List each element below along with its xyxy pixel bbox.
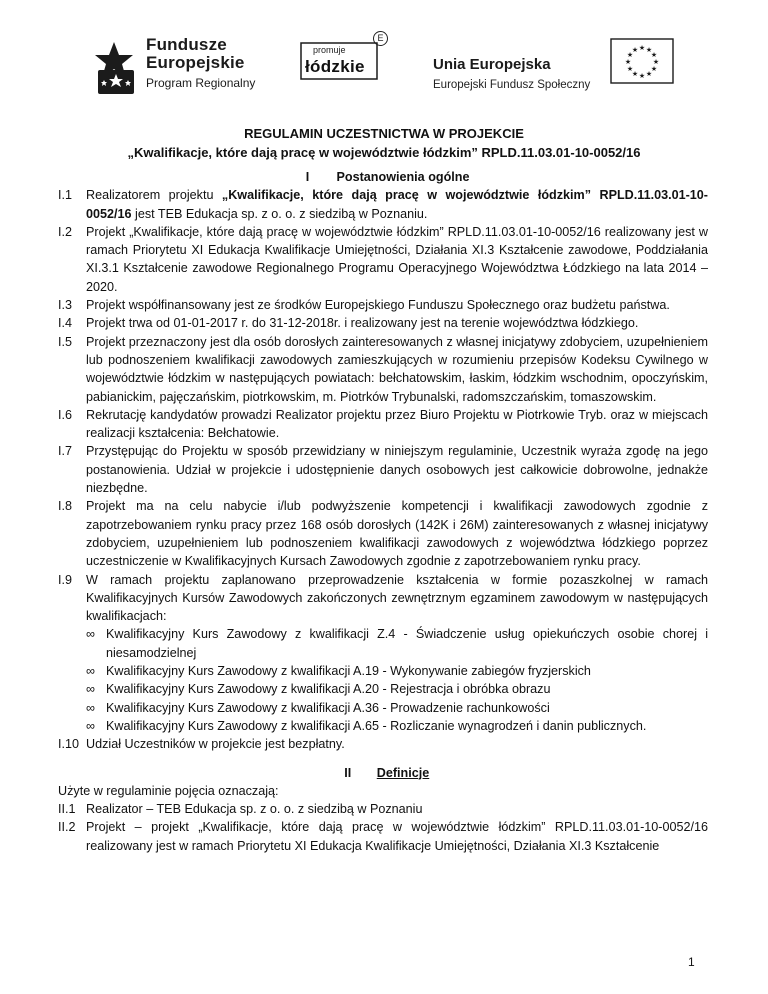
bullet-item [86, 717, 708, 735]
fe-line3: Program Regionalny [146, 76, 256, 90]
item-text: Projekt „Kwalifikacje, które dają pracę w województwie łódzkim” RPLD.11.03.01-10-0052/16 realizowany jest w ramach Priorytetu XI Edukacja Kwalifikacje Umiejętności, Działania XI.3 Kształcenie zawodowe, Poddziałania XI.3.1 Kształcenie zawodowe Regionalnego Programu Operacyjnego Województwa Łódzkiego na lata 2014 – 2020. [86, 224, 708, 294]
svg-text:★: ★ [650, 51, 658, 59]
item-text-pre: Realizatorem projektu [86, 188, 222, 203]
item-number: I.9 [58, 572, 73, 587]
bullet-text: Kwalifikacyjny Kurs Zawodowy z kwalifikacji A.19 - Wykonywanie zabiegów fryzjerskich [106, 664, 591, 679]
item-number: I.7 [58, 444, 73, 459]
svg-text:★: ★ [638, 72, 646, 80]
svg-text:★: ★ [652, 58, 660, 66]
svg-text:★: ★ [645, 46, 653, 54]
item-text: Przystępując do Projektu w sposób przewidziany w niniejszym regulaminie, Uczestnik wyraża zgodę na jego postanowienia. Udział w projekcie i udostępnienie danych osobowych jest całkowicie dobrowolne, jednakże niezbędne. [86, 444, 708, 496]
ue-line1: Unia Europejska [433, 56, 551, 73]
bullet-text: Kwalifikacyjny Kurs Zawodowy z kwalifikacji A.36 - Prowadzenie rachunkowości [106, 700, 550, 715]
section2-intro: Użyte w regulaminie pojęcia oznaczają: [58, 783, 279, 798]
item-text: Projekt współfinansowany jest ze środków Europejskiego Funduszu Społecznego oraz budżetu państwa. [86, 298, 670, 313]
bullet-icon: ∞ [86, 664, 95, 679]
item-text: Projekt – projekt „Kwalifikacje, które dają pracę w województwie łódzkim” RPLD.11.03.01-10-0052/16 realizowany jest w ramach Priorytetu XI Edukacja Kwalifikacje Umiejętności, Działania XI.3 Kształcenie [86, 820, 708, 853]
svg-text:★: ★ [638, 44, 646, 52]
promuje-lodzkie-logo [300, 33, 384, 82]
fe-line1: Fundusze [146, 35, 227, 54]
svg-text:★: ★ [624, 58, 632, 66]
item-text: Rekrutację kandydatów prowadzi Realizator projektu przez Biuro Projektu w Piotrkowie Tryb. oraz w miejscach realizacji kształcenia: Bełchatowie. [86, 407, 708, 441]
item-number: I.1 [58, 188, 73, 203]
bullet-item [86, 699, 708, 717]
item-text-bold: „Kwalifikacje, które dają pracę w województwie łódzkim” RPLD.11.03.01-10-0052/16 [86, 188, 708, 221]
fe-line2: Europejskie [146, 53, 245, 72]
section2-number: II [344, 765, 352, 780]
item-number: I.5 [58, 334, 73, 349]
section1-heading [58, 168, 708, 186]
list-item [58, 406, 708, 443]
list-item [58, 223, 708, 296]
section2-heading [58, 764, 708, 782]
svg-text:★: ★ [626, 65, 634, 73]
document-title [0, 124, 768, 162]
list-item [58, 735, 708, 753]
list-item [58, 314, 708, 332]
bullet-icon: ∞ [86, 718, 95, 733]
item-text: Projekt przeznaczony jest dla osób dorosłych zainteresowanych z własnej inicjatywy zdobyciem, uzupełnieniem lub podnoszeniem kwalifikacji zawodowych zamieszkujących w rozumieniu przepisów Kodeksu Cywilnego w województwie łódzkim w następujących powiatach: bełchatowskim, łaskim, łódzkim wschodnim, opoczyńskim, pabianickim, pajęczańskim, piotrkowskim, m. Piotrków Trybunalski, radomszczańskim, tomaszowskim. [86, 334, 708, 404]
svg-text:★: ★ [645, 70, 653, 78]
document-body [58, 168, 708, 855]
item-text: Projekt ma na celu nabycie i/lub podwyższenie kompetencji i kwalifikacji zawodowych zgodnie z zapotrzebowaniem rynku pracy przez 168 osób dorosłych (142K i 26M) zainteresowanych z własnej inicjatywy zdobyciem, uzupełnieniem lub podnoszeniem kwalifikacji zawodowych z województwa łódzkiego poprzez uczestniczenie w Kwalifikacyjnych Kursach Zawodowych zgodnie z zapotrzebowaniem rynku pracy. [86, 499, 708, 569]
fe-star-icon [92, 40, 140, 96]
item-text: Realizator – TEB Edukacja sp. z o. o. z siedzibą w Poznaniu [86, 802, 423, 817]
ue-line2: Europejski Fundusz Społeczny [433, 79, 591, 91]
list-item [58, 818, 708, 855]
svg-text:★: ★ [650, 65, 658, 73]
svg-text:★: ★ [626, 51, 634, 59]
title-line1: REGULAMIN UCZESTNICTWA W PROJEKCIE [244, 126, 524, 141]
item-text-post: jest TEB Edukacja sp. z o. o. z siedzibą w Poznaniu. [131, 206, 428, 221]
lodzkie-top: promuje [313, 45, 346, 55]
list-item [58, 333, 708, 406]
item-number: II.1 [58, 802, 76, 817]
list-item [58, 800, 708, 818]
item-text: Udział Uczestników w projekcie jest bezpłatny. [86, 737, 345, 752]
unia-europejska-logo [433, 56, 590, 91]
item-number: I.8 [58, 499, 73, 514]
lodzkie-main: łódzkie [305, 57, 365, 76]
item-number: I.6 [58, 407, 73, 422]
item-number: II.2 [58, 820, 76, 835]
item-text [86, 186, 708, 223]
list-item [58, 497, 708, 570]
eu-flag-icon [610, 38, 674, 84]
bullet-icon: ∞ [86, 627, 95, 642]
list-item [58, 296, 708, 314]
bullet-text: Kwalifikacyjny Kurs Zawodowy z kwalifikacji Z.4 - Świadczenie usług opiekuńczych osobie chorej i niesamodzielnej [106, 627, 708, 660]
page-number: 1 [688, 955, 695, 969]
list-item [58, 571, 708, 626]
section2-title: Definicje [376, 765, 430, 780]
list-item [58, 442, 708, 497]
bullet-icon: ∞ [86, 700, 95, 715]
list-item [58, 186, 708, 223]
item-text: Projekt trwa od 01-01-2017 r. do 31-12-2018r. i realizowany jest na terenie województwa łódzkiego. [86, 316, 639, 331]
bullet-text: Kwalifikacyjny Kurs Zawodowy z kwalifikacji A.20 - Rejestracja i obróbka obrazu [106, 682, 551, 697]
item-number: I.2 [58, 224, 73, 239]
item-number: I.10 [58, 737, 80, 752]
logo-bar [0, 28, 768, 108]
item-number: I.4 [58, 316, 73, 331]
bullet-icon: ∞ [86, 682, 95, 697]
item-text: W ramach projektu zaplanowano przeprowadzenie kształcenia w formie pozaszkolnej w ramach Kwalifikacyjnych Kursów Zawodowych zakończonych zewnętrznym egzaminem zawodowym w następujących kwalifikacjach: [86, 572, 708, 624]
section1-title: Postanowienia ogólne [336, 170, 470, 184]
bullet-item [86, 662, 708, 680]
svg-text:★: ★ [631, 70, 639, 78]
section1-number: I [305, 170, 310, 184]
item-number: I.3 [58, 298, 73, 313]
bullet-item [86, 680, 708, 698]
bullet-text: Kwalifikacyjny Kurs Zawodowy z kwalifikacji A.65 - Rozliczanie wynagrodzeń i danin publicznych. [106, 718, 647, 733]
title-line2: „Kwalifikacje, które dają pracę w województwie łódzkim” RPLD.11.03.01-10-0052/16 [127, 145, 641, 160]
lodzkie-badge: E [373, 31, 388, 46]
svg-text:★: ★ [631, 46, 639, 54]
bullet-item [86, 625, 708, 662]
